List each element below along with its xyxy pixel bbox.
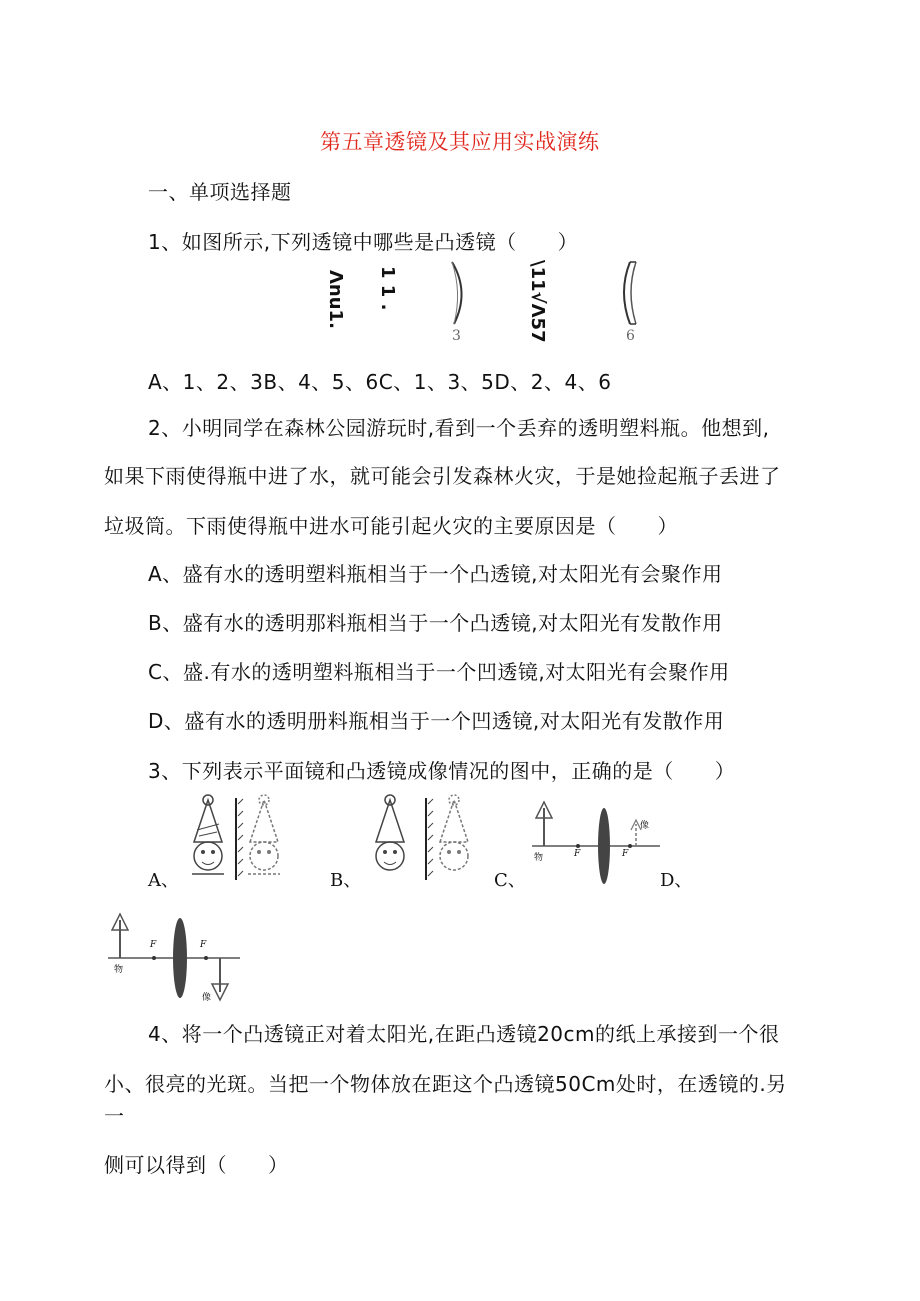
q3-label-d: D、 [660, 870, 693, 891]
q3-figure-c-lens-diagram [528, 794, 664, 886]
q2-stem-line1: 2、小明同学在森林公园游玩时,看到一个丢弃的透明塑料瓶。他想到, [148, 416, 770, 440]
q2-stem-line3: 垃圾筒。下雨使得瓶中进水可能引起火灾的主要原因是（ ） [104, 514, 678, 538]
page-title: 第五章透镜及其应用实战演练 [320, 130, 600, 154]
q3-figure-d-image-label: 像 [202, 993, 212, 1003]
q1-lens-1-glyph: Λnu1. [325, 270, 346, 329]
q2-option-c: C、盛.有水的透明塑料瓶相当于一个凹透镜,对太阳光有会聚作用 [148, 660, 730, 684]
q3-figure-d-object-label: 物 [114, 965, 124, 975]
q2-stem-line2: 如果下雨使得瓶中进了水，就可能会引发森林火灾，于是她捡起瓶子丢进了 [104, 464, 781, 488]
q3-figure-a-mirror-image [186, 794, 296, 884]
q1-lens-4-glyph: \11√Λ57 [527, 260, 548, 343]
q3-label-c: C、 [494, 870, 526, 891]
q3-stem: 3、下列表示平面镜和凸透镜成像情况的图中，正确的是（ ） [148, 759, 736, 783]
q3-figure-d-lens-diagram [104, 906, 244, 1006]
q2-option-b: B、盛有水的透明那料瓶相当于一个凸透镜,对太阳光有发散作用 [148, 611, 723, 635]
q4-line3: 一 [104, 1104, 125, 1128]
section-heading: 一、单项选择题 [148, 180, 292, 204]
q3-label-a: A、 [148, 870, 179, 891]
q3-figure-c-f-right: F [622, 849, 629, 859]
q3-figure-d-f-left: F [150, 940, 157, 950]
q3-figure-c-image-label: 像 [640, 821, 650, 831]
q1-lens-3-number: 3 [452, 328, 461, 344]
q2-option-a: A、盛有水的透明塑料瓶相当于一个凸透镜,对太阳光有会聚作用 [148, 562, 723, 586]
q3-figure-c-object-label: 物 [534, 853, 544, 863]
q3-figure-c-f-left: F [574, 849, 581, 859]
q3-label-b: B、 [330, 870, 362, 891]
q4-line4: 侧可以得到（ ） [104, 1153, 289, 1177]
q4-line1: 4、将一个凸透镜正对着太阳光,在距凸透镜20cm的纸上承接到一个很 [148, 1022, 780, 1046]
q1-stem: 1、如图所示,下列透镜中哪些是凸透镜（ ） [148, 230, 579, 254]
q3-figure-d-f-right: F [200, 940, 207, 950]
q1-lens-3-icon [442, 258, 472, 338]
q3-figure-b-mirror-image [368, 794, 478, 884]
q4-line2: 小、很亮的光斑。当把一个物体放在距这个凸透镜50Cm处时，在透镜的.另 [104, 1072, 787, 1096]
q1-lens-6-icon [616, 258, 646, 338]
q1-lens-2-glyph: 1 1 . [377, 266, 398, 311]
q2-option-d: D、盛有水的透明册料瓶相当于一个凹透镜,对太阳光有发散作用 [148, 709, 725, 733]
q1-lens-6-number: 6 [626, 328, 635, 344]
q1-options: A、1、2、3B、4、5、6C、1、3、5D、2、4、6 [148, 370, 612, 394]
q1-lens-figure [320, 258, 650, 348]
